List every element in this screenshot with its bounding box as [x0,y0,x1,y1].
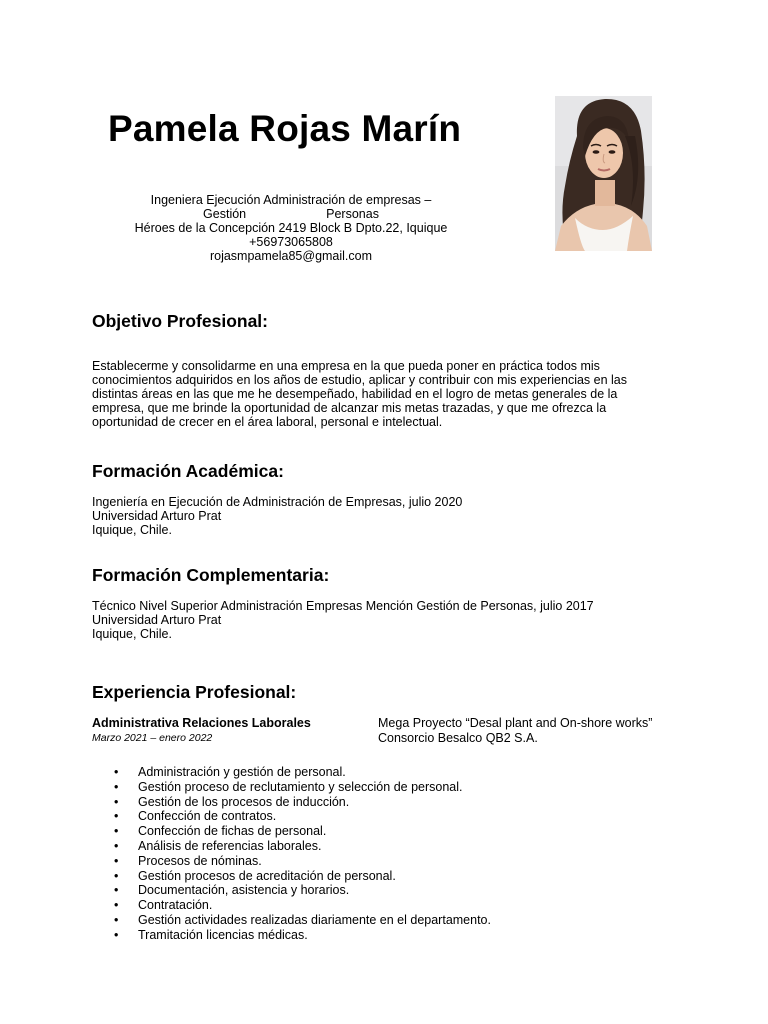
professional-title-cont [100,207,482,221]
list-item [92,780,491,795]
bullet-icon: • [114,765,119,779]
list-item [92,824,491,839]
phone: +56973065808 [249,235,333,249]
email: rojasmpamela85@gmail.com [209,249,373,263]
list-item [92,913,491,928]
complementaria-university: Universidad Arturo Prat [92,613,222,627]
candidate-name: Pamela Rojas Marín [108,108,462,149]
complementaria-location: Iquique, Chile. [92,627,172,641]
academica-university: Universidad Arturo Prat [92,509,222,523]
bullet-icon: • [114,898,119,913]
list-item-text: Documentación, asistencia y horarios. [138,883,350,898]
list-item [92,898,491,913]
complementaria-block [92,599,652,641]
list-item [92,883,491,898]
list-item [92,809,491,824]
bullet-icon: • [114,927,119,942]
section-heading-experiencia: Experiencia Profesional: [92,682,297,702]
list-item-text: Tramitación licencias médicas. [138,927,308,942]
objetivo-line: distintas áreas en las que me he desempeñado, habilidad en el logro de metas generales de la [92,387,618,401]
bullet-icon: • [114,853,119,868]
bullet-icon: • [114,824,119,839]
objetivo-line: empresa, que me brinde la oportunidad de alcanzar mis metas trazadas, y que me ofrezca la [92,401,607,415]
list-item-text: Gestión proceso de reclutamiento y selección de personal. [138,779,463,794]
objetivo-line: conocimientos adquiridos en los años de estudio, aplicar y contribuir con mis experiencias en las [92,373,628,387]
list-item [92,854,491,869]
list-item-text: Contratación. [138,898,213,913]
list-item-text: Gestión actividades realizadas diariamente en el departamento. [138,912,491,927]
academica-degree: Ingeniería en Ejecución de Administración de Empresas, julio 2020 [92,495,463,509]
objetivo-line: oportunidad de crecer en el área laboral, personal e intelectual. [92,415,443,429]
bullet-icon: • [114,794,119,809]
section-heading-academica: Formación Académica: [92,461,284,481]
complementaria-degree: Técnico Nivel Superior Administración Empresas Mención Gestión de Personas, julio 2017 [92,599,594,613]
list-item [92,839,491,854]
list-item-text: Procesos de nóminas. [138,853,262,868]
list-item [92,795,491,810]
list-item-text: Confección de contratos. [138,809,277,824]
contact-block [100,193,482,263]
list-item [92,869,491,884]
objetivo-line: Establecerme y consolidarme en una empresa en la que pueda poner en práctica todos mis [92,359,600,373]
bullet-icon: • [114,838,119,853]
responsibilities-list [92,765,491,943]
list-item-text: Confección de fichas de personal. [138,824,327,839]
objetivo-paragraph [92,359,652,429]
list-item-text: Análisis de referencias laborales. [138,838,322,853]
bullet-icon: • [114,809,119,824]
list-item-text: Administración y gestión de personal. [138,765,346,779]
title-word-gestion: Gestión [203,207,247,221]
professional-title: Ingeniera Ejecución Administración de empresas – [150,193,432,207]
bullet-icon: • [114,912,119,927]
bullet-icon: • [114,883,119,898]
title-word-personas: Personas [326,207,379,221]
section-heading-complementaria: Formación Complementaria: [92,565,330,585]
address: Héroes de la Concepción 2419 Block B Dpto.22, Iquique [134,221,448,235]
bullet-icon: • [114,779,119,794]
job-dates: Marzo 2021 – enero 2022 [92,732,213,744]
job-title: Administrativa Relaciones Laborales [92,716,311,730]
list-item-text: Gestión de los procesos de inducción. [138,794,350,809]
list-item-text: Gestión procesos de acreditación de personal. [138,868,396,883]
list-item [92,765,491,780]
profile-photo [555,96,652,251]
section-heading-objetivo: Objetivo Profesional: [92,311,268,331]
academica-location: Iquique, Chile. [92,523,172,537]
academica-block [92,495,652,537]
job-project: Mega Proyecto “Desal plant and On-shore works” [378,716,653,730]
job-company: Consorcio Besalco QB2 S.A. [378,731,538,745]
bullet-icon: • [114,868,119,883]
profile-photo-illustration [555,96,652,251]
list-item [92,928,491,943]
